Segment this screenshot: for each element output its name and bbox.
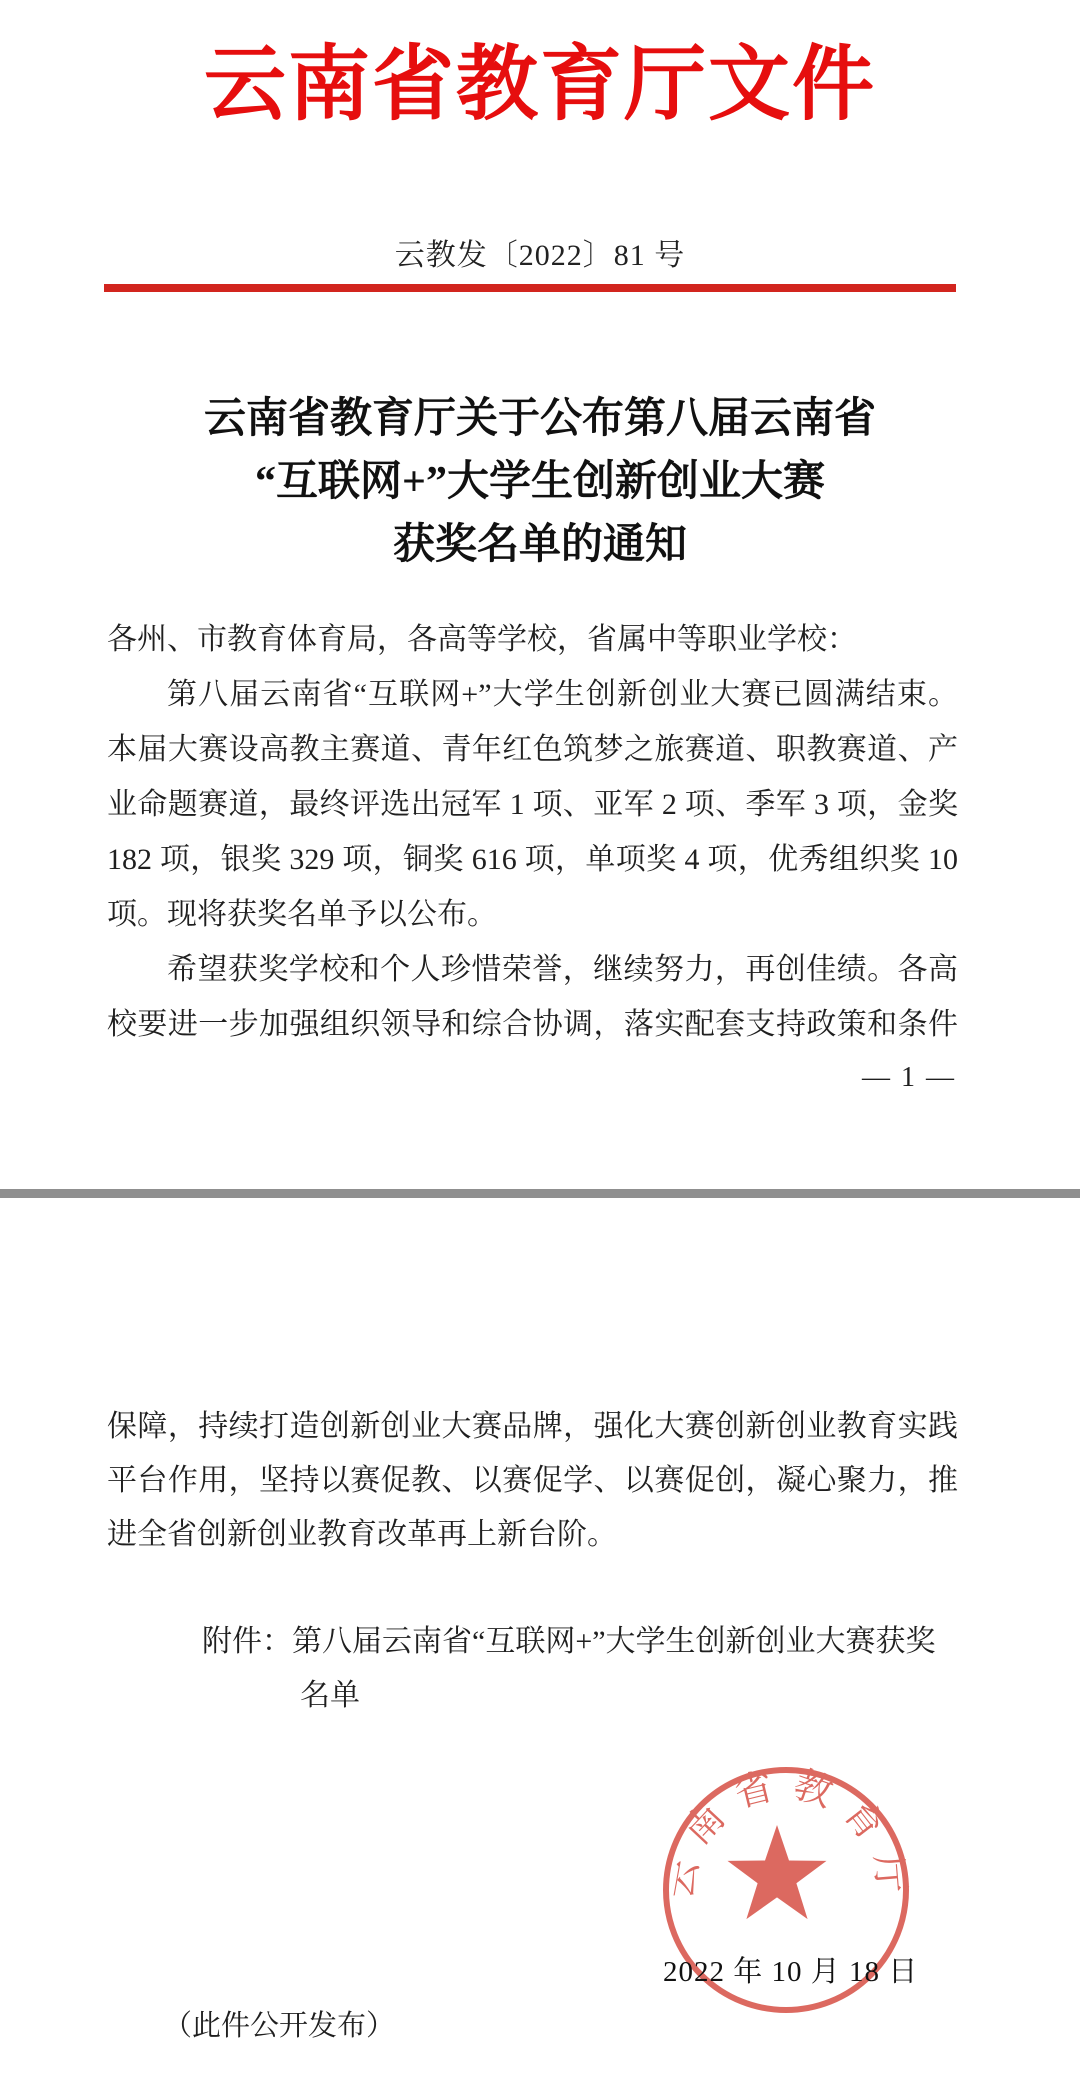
document-title-line-2: “互联网+”大学生创新创业大赛: [255, 459, 825, 505]
document-number: 云教发〔2022〕81 号: [394, 239, 686, 272]
body-line: 希望获奖学校和个人珍惜荣誉，继续努力，再创佳绩。各高: [167, 953, 958, 986]
page-break-divider: [0, 1189, 1080, 1198]
page2-body: [107, 1400, 958, 1562]
seal-star-icon: [728, 1825, 827, 1919]
body-line: 182 项，银奖 329 项，铜奖 616 项，单项奖 4 项，优秀组织奖 10: [107, 843, 958, 876]
signature-date: 2022 年 10 月 18 日: [663, 1956, 919, 1988]
public-release-note: （此件公开发布）: [163, 2010, 396, 2042]
letterhead-title: 云南省教育厅文件: [203, 39, 876, 130]
salutation-line: 各州、市教育体育局，各高等学校，省属中等职业学校：: [107, 623, 857, 656]
page1-body: [107, 612, 958, 1052]
body-line: 业命题赛道，最终评选出冠军 1 项、亚军 2 项、季军 3 项，金奖: [107, 788, 958, 821]
document-title-line-1: 云南省教育厅关于公布第八届云南省: [203, 396, 876, 442]
body-line: 校要进一步加强组织领导和综合协调，落实配套支持政策和条件: [107, 1008, 958, 1041]
body-line: 平台作用，坚持以赛促教、以赛促学、以赛促创，凝心聚力，推: [107, 1464, 958, 1497]
body-line: 保障，持续打造创新创业大赛品牌，强化大赛创新创业教育实践: [107, 1410, 958, 1443]
seal-text: 云南省教育厅: [658, 1762, 913, 1910]
body-line: 本届大赛设高教主赛道、青年红色筑梦之旅赛道、职教赛道、产: [107, 733, 958, 766]
red-rule-divider: [104, 284, 956, 292]
body-line: 第八届云南省“互联网+”大学生创新创业大赛已圆满结束。: [167, 678, 958, 711]
document-title: [0, 388, 1080, 577]
attachment-line: 名单: [300, 1679, 360, 1712]
body-line: 进全省创新创业教育改革再上新台阶。: [107, 1518, 617, 1551]
attachment-line: 附件：第八届云南省“互联网+”大学生创新创业大赛获奖: [202, 1625, 936, 1658]
attachment-reference: [107, 1615, 958, 1723]
body-line: 项。现将获奖名单予以公布。: [107, 898, 497, 931]
document-title-line-3: 获奖名单的通知: [392, 522, 687, 568]
page-number: — 1 —: [862, 1062, 956, 1093]
